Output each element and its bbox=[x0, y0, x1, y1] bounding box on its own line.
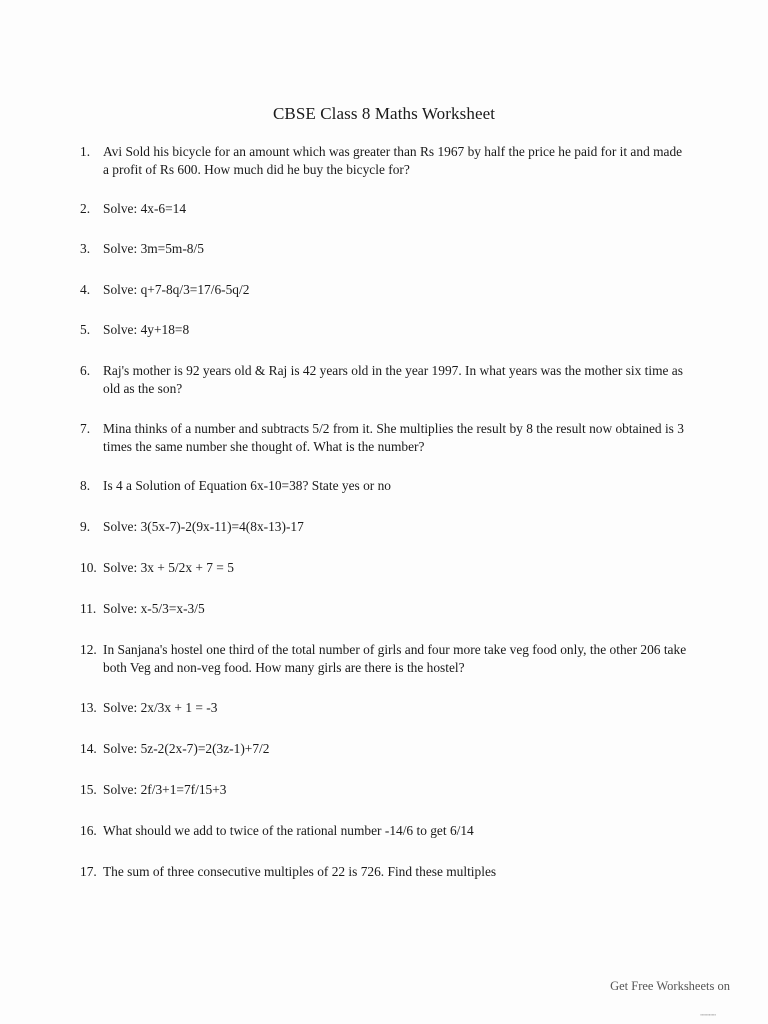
question-text: Solve: 3x + 5/2x + 7 = 5 bbox=[103, 560, 234, 575]
question-number: 1. bbox=[80, 144, 91, 159]
question-text: Solve: 4y+18=8 bbox=[103, 322, 190, 337]
question-number: 17. bbox=[80, 864, 97, 879]
question-number: 15. bbox=[80, 782, 97, 797]
question-item bbox=[80, 143, 690, 179]
question-item bbox=[80, 321, 690, 339]
question-text: Solve: 5z-2(2x-7)=2(3z-1)+7/2 bbox=[103, 741, 270, 756]
question-item bbox=[80, 420, 690, 456]
question-text: Is 4 a Solution of Equation 6x-10=38? State yes or no bbox=[103, 478, 391, 493]
question-number: 6. bbox=[80, 363, 91, 378]
question-text: Solve: 4x-6=14 bbox=[103, 201, 187, 216]
question-number: 8. bbox=[80, 478, 91, 493]
question-number: 9. bbox=[80, 519, 91, 534]
question-item bbox=[80, 822, 690, 840]
question-text: Solve: 3m=5m-8/5 bbox=[103, 241, 204, 256]
question-item bbox=[80, 518, 690, 536]
question-text: Avi Sold his bicycle for an amount which was greater than Rs 1967 by half the price he paid for it and made a profit of Rs 600. How much did he buy the bicycle for? bbox=[103, 144, 683, 177]
question-item bbox=[80, 863, 690, 881]
question-number: 14. bbox=[80, 741, 97, 756]
question-number: 11. bbox=[80, 601, 97, 616]
question-text: Mina thinks of a number and subtracts 5/2 from it. She multiplies the result by 8 the result now obtained is 3 times the same number she thought of. What is the number? bbox=[103, 421, 684, 454]
footer-link-text[interactable]: Get Free Worksheets on bbox=[610, 979, 730, 993]
question-number: 4. bbox=[80, 282, 91, 297]
question-item bbox=[80, 641, 690, 677]
question-text: In Sanjana's hostel one third of the total number of girls and four more take veg food only, the other 206 take both Veg and non-veg food. How many girls are there is the hostel? bbox=[103, 642, 687, 675]
question-number: 12. bbox=[80, 642, 97, 657]
question-item bbox=[80, 362, 690, 398]
question-number: 10. bbox=[80, 560, 97, 575]
question-text: Solve: q+7-8q/3=17/6-5q/2 bbox=[103, 282, 250, 297]
page-title: CBSE Class 8 Maths Worksheet bbox=[272, 104, 496, 123]
question-text: The sum of three consecutive multiples of 22 is 726. Find these multiples bbox=[103, 864, 497, 879]
question-text: Solve: 3(5x-7)-2(9x-11)=4(8x-13)-17 bbox=[103, 519, 304, 534]
question-item bbox=[80, 240, 690, 258]
question-number: 13. bbox=[80, 700, 97, 715]
question-item bbox=[80, 699, 690, 717]
question-text: Solve: x-5/3=x-3/5 bbox=[103, 601, 205, 616]
question-item bbox=[80, 600, 690, 618]
question-text: What should we add to twice of the rational number -14/6 to get 6/14 bbox=[103, 823, 474, 838]
question-item bbox=[80, 781, 690, 799]
question-number: 7. bbox=[80, 421, 91, 436]
question-number: 2. bbox=[80, 201, 91, 216]
footer-fine-print: ▪▪▪▪▪▪▪▪▪▪▪ bbox=[700, 1012, 716, 1017]
question-item bbox=[80, 281, 690, 299]
question-number: 5. bbox=[80, 322, 91, 337]
question-text: Raj's mother is 92 years old & Raj is 42 years old in the year 1997. In what years was the mother six time as old as the son? bbox=[103, 363, 683, 396]
question-text: Solve: 2x/3x + 1 = -3 bbox=[103, 700, 218, 715]
question-number: 3. bbox=[80, 241, 91, 256]
question-item bbox=[80, 477, 690, 495]
question-item bbox=[80, 559, 690, 577]
question-number: 16. bbox=[80, 823, 97, 838]
question-text: Solve: 2f/3+1=7f/15+3 bbox=[103, 782, 227, 797]
question-item bbox=[80, 200, 690, 218]
question-item bbox=[80, 740, 690, 758]
